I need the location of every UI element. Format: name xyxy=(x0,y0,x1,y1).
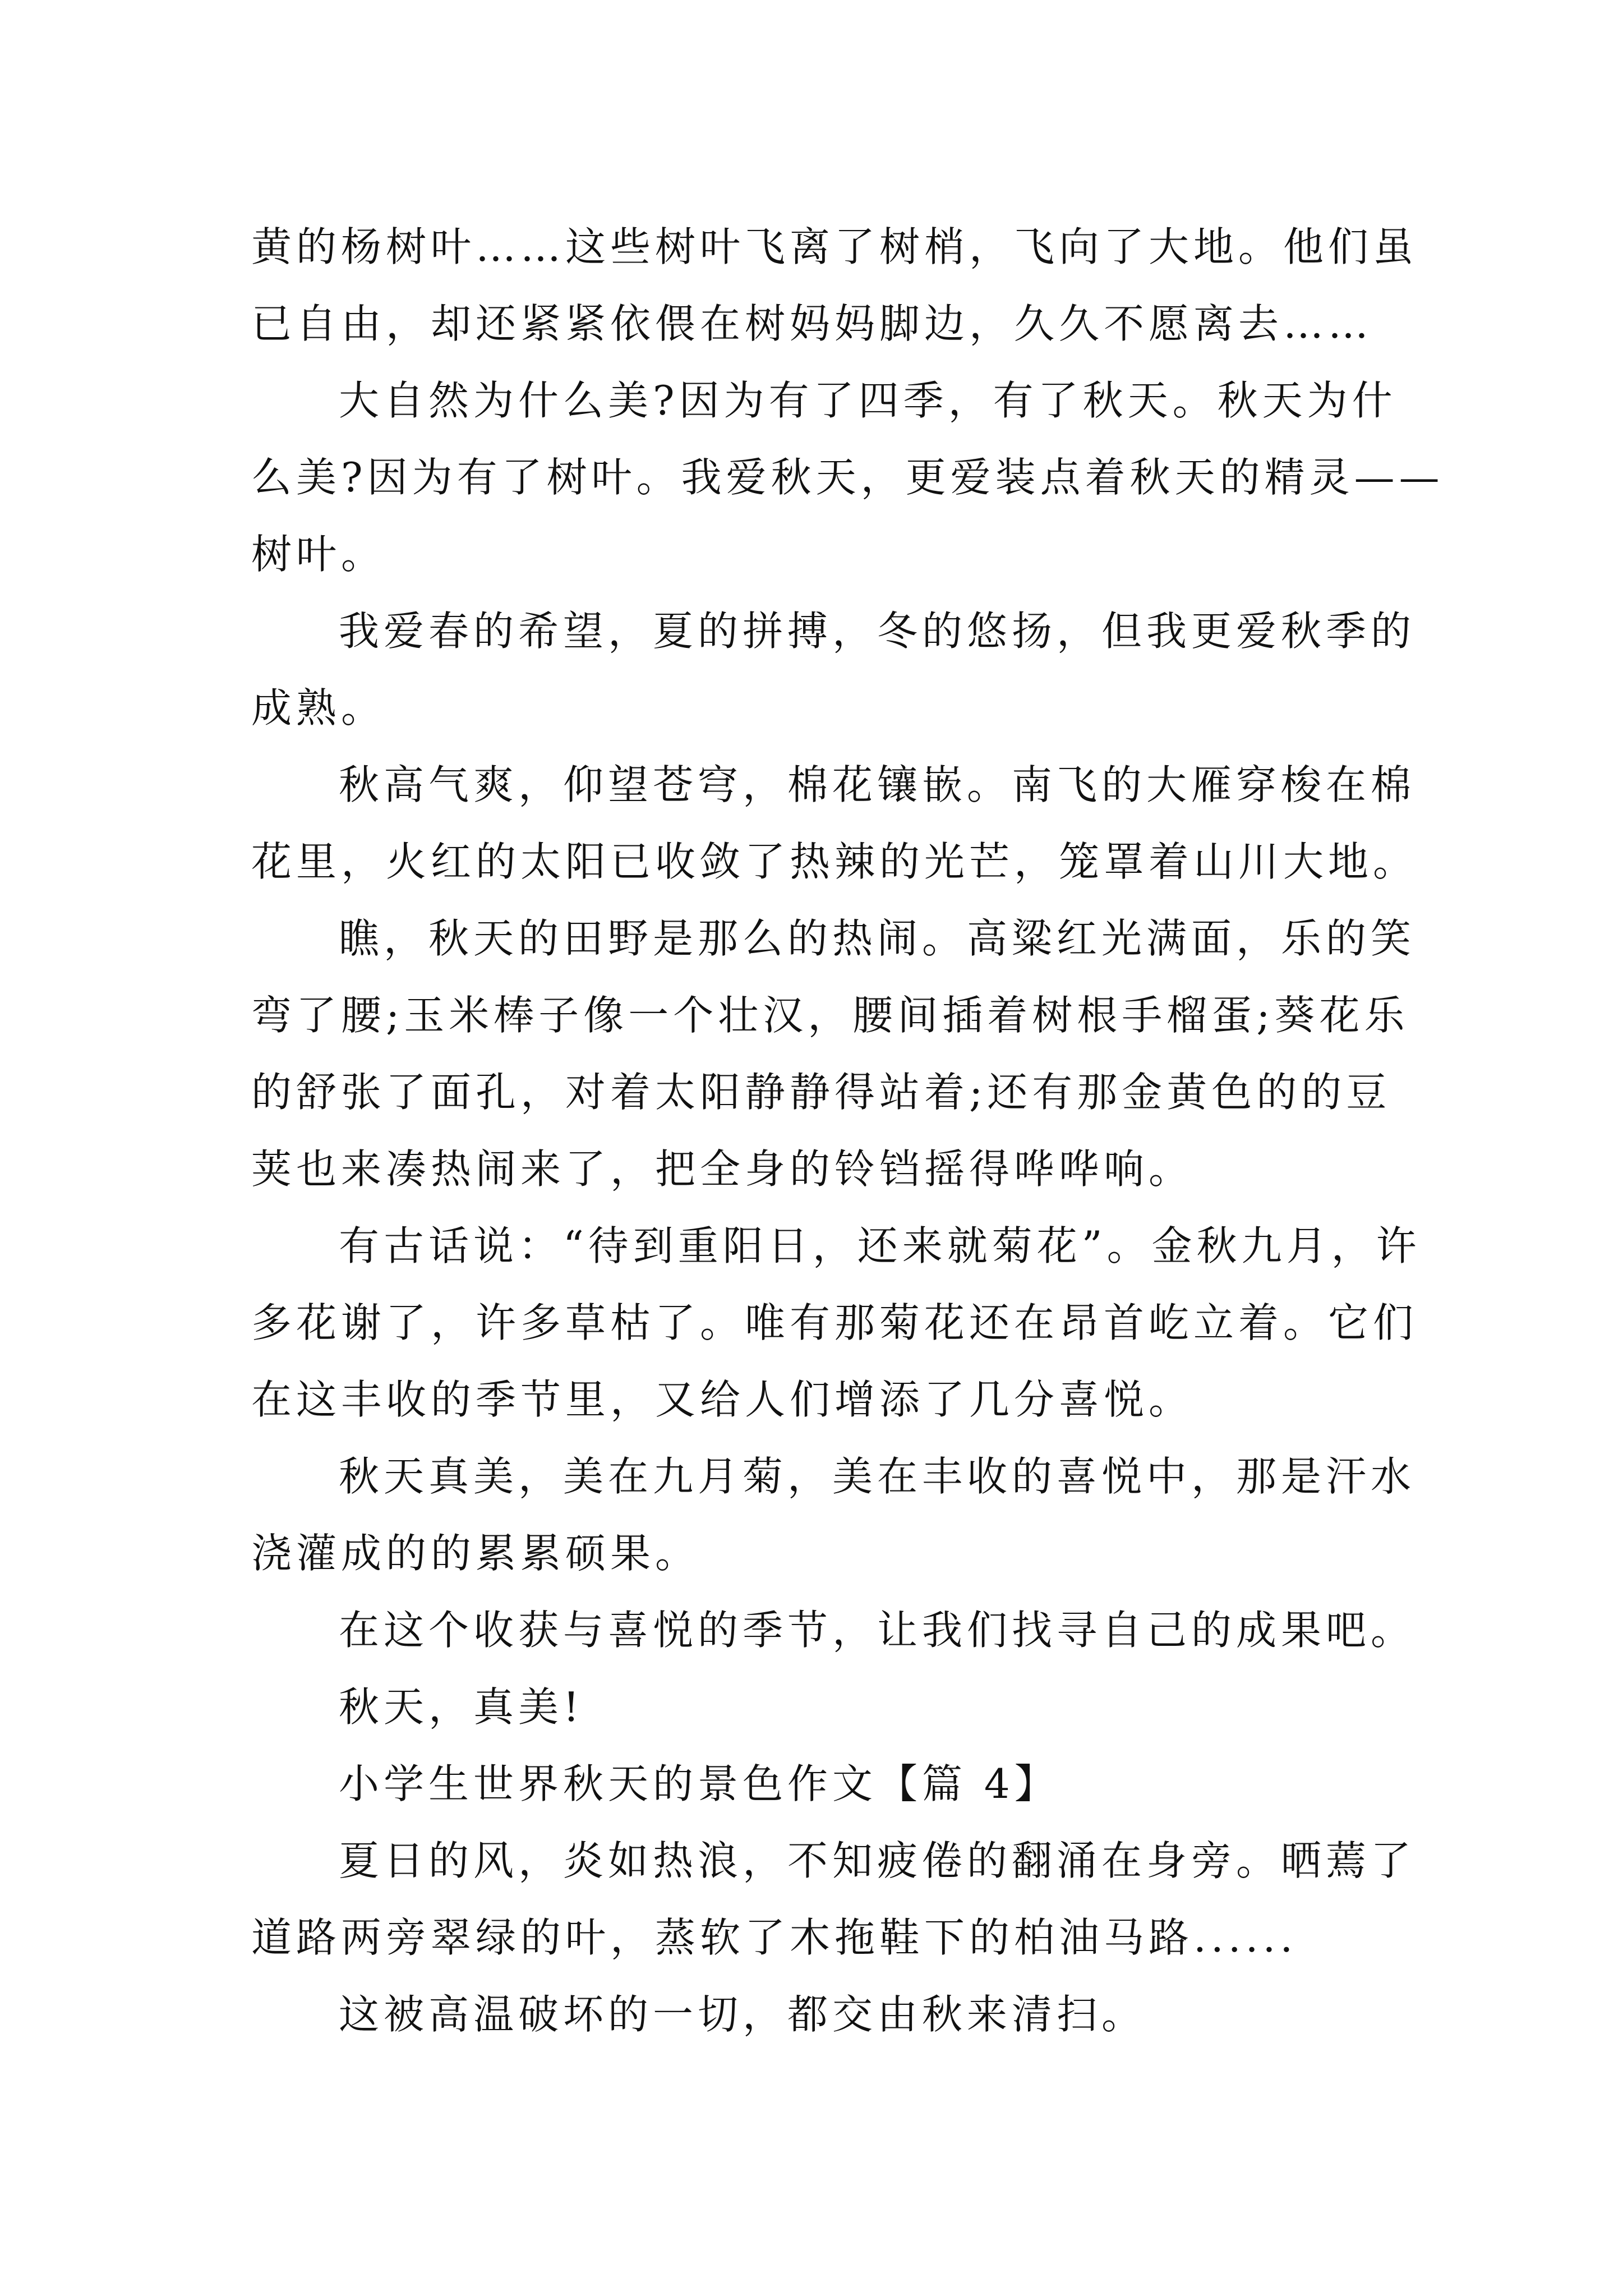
text-line: 树叶。 xyxy=(251,531,386,578)
text-line: 的舒张了面孔，对着太阳静静得站着;还有那金黄色的的豆 xyxy=(251,1069,1391,1116)
text-line: 么美?因为有了树叶。我爱秋天，更爱装点着秋天的精灵—— xyxy=(251,454,1444,501)
section-heading: 小学生世界秋天的景色作文【篇 4】 xyxy=(339,1760,1059,1807)
text-line: 荚也来凑热闹来了，把全身的铃铛摇得哗哗响。 xyxy=(251,1145,1194,1193)
text-line: 在这丰收的季节里，又给人们增添了几分喜悦。 xyxy=(251,1376,1194,1423)
text-line: 有古话说：“待到重阳日，还来就菊花”。金秋九月，许 xyxy=(339,1222,1421,1269)
text-line: 花里，火红的太阳已收敛了热辣的光芒，笼罩着山川大地。 xyxy=(251,838,1418,885)
text-line: 瞧，秋天的田野是那么的热闹。高粱红光满面，乐的笑 xyxy=(339,915,1416,962)
text-line: 浇灌成的的累累硕果。 xyxy=(251,1530,700,1577)
text-line: 多花谢了，许多草枯了。唯有那菊花还在昂首屹立着。它们 xyxy=(251,1299,1418,1346)
text-line: 这被高温破坏的一切，都交由秋来清扫。 xyxy=(339,1991,1147,2038)
text-line: 已自由，却还紧紧依偎在树妈妈脚边，久久不愿离去…… xyxy=(251,300,1373,347)
text-line: 秋高气爽，仰望苍穹，棉花镶嵌。南飞的大雁穿梭在棉 xyxy=(339,761,1416,808)
text-line: 我爱春的希望，夏的拼搏，冬的悠扬，但我更爱秋季的 xyxy=(339,608,1416,655)
text-line: 道路两旁翠绿的叶，蒸软了木拖鞋下的柏油马路...... xyxy=(251,1914,1298,1961)
text-line: 黄的杨树叶……这些树叶飞离了树梢，飞向了大地。他们虽 xyxy=(251,223,1418,270)
text-line: 成熟。 xyxy=(251,684,386,731)
text-line: 夏日的风，炎如热浪，不知疲倦的翻涌在身旁。晒蔫了 xyxy=(339,1837,1416,1884)
text-line: 大自然为什么美?因为有了四季，有了秋天。秋天为什 xyxy=(339,377,1397,424)
text-line: 在这个收获与喜悦的季节，让我们找寻自己的成果吧。 xyxy=(339,1607,1416,1654)
text-line: 弯了腰;玉米棒子像一个壮汉，腰间插着树根手榴蛋;葵花乐 xyxy=(251,992,1409,1039)
text-line: 秋天，真美! xyxy=(339,1683,584,1731)
text-line: 秋天真美，美在九月菊，美在丰收的喜悦中，那是汗水 xyxy=(339,1453,1416,1500)
